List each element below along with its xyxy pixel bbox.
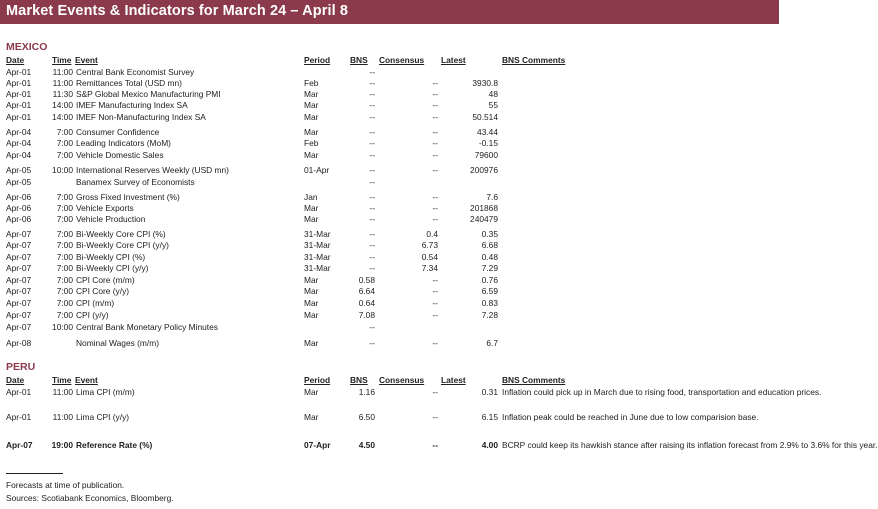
row-comment: Inflation could pick up in March due to rising food, transportation and education prices. [502,387,822,397]
row-bns: 6.64 [358,286,375,296]
row-consensus: -- [432,78,438,88]
table-row [0,78,779,89]
row-event: Consumer Confidence [76,127,160,137]
row-period: 01-Apr [304,165,330,175]
header-time: Time [52,375,72,385]
row-consensus: -- [432,310,438,320]
row-event: Bi-Weekly CPI (%) [76,252,146,262]
row-bns: -- [369,192,375,202]
row-latest: 0.31 [481,387,498,397]
header-event: Event [75,375,98,385]
row-period: 31-Mar [304,252,331,262]
row-latest: 6.59 [481,286,498,296]
row-date: Apr-01 [6,89,32,99]
row-period: Feb [304,78,319,88]
row-date: Apr-01 [6,100,32,110]
table-row [0,298,779,309]
row-bns: -- [369,89,375,99]
row-latest: 200976 [470,165,498,175]
row-event: Banamex Survey of Economists [76,177,195,187]
footnote-sources: Sources: Scotiabank Economics, Bloomberg. [6,493,174,503]
header-time: Time [52,55,72,65]
row-consensus: -- [432,275,438,285]
footnote-divider [6,473,63,474]
row-period: Feb [304,138,319,148]
row-event: Reference Rate (%) [76,440,153,450]
row-latest: 0.35 [481,229,498,239]
row-consensus: -- [432,192,438,202]
row-event: Bi-Weekly CPI (y/y) [76,263,149,273]
row-time: 7:00 [56,214,73,224]
table-row [0,150,779,161]
row-consensus: -- [432,286,438,296]
row-period: Jan [304,192,318,202]
row-bns: -- [369,100,375,110]
row-bns: -- [369,78,375,88]
row-date: Apr-07 [6,275,32,285]
row-period: Mar [304,214,319,224]
row-time: 11:30 [52,89,73,99]
row-consensus: -- [432,100,438,110]
row-time: 7:00 [56,275,73,285]
footnote-forecasts: Forecasts at time of publication. [6,480,125,490]
table-row [0,112,779,123]
row-latest: 55 [488,100,498,110]
row-time: 11:00 [52,67,73,77]
table-row [0,412,779,423]
row-event: IMEF Manufacturing Index SA [76,100,188,110]
row-time: 7:00 [56,192,73,202]
row-date: Apr-04 [6,150,32,160]
row-latest: 201868 [470,203,498,213]
row-time: 11:00 [52,412,73,422]
row-date: Apr-07 [6,440,33,450]
header-period: Period [304,55,331,65]
row-time: 7:00 [56,150,73,160]
header-period: Period [304,375,331,385]
row-bns: -- [369,214,375,224]
table-row [0,165,779,176]
row-latest: 240479 [470,214,498,224]
row-period: 31-Mar [304,240,331,250]
row-date: Apr-07 [6,240,32,250]
row-event: Bi-Weekly Core CPI (y/y) [76,240,169,250]
row-date: Apr-06 [6,192,32,202]
section-label-mexico: MEXICO [6,41,48,53]
row-date: Apr-01 [6,78,32,88]
header-date: Date [6,375,25,385]
row-bns: -- [369,263,375,273]
row-date: Apr-07 [6,286,32,296]
row-time: 7:00 [56,310,73,320]
row-comment: BCRP could keep its hawkish stance after raising its inflation forecast from 2.9% to 3.6% for this year. [502,440,878,450]
row-bns: 4.50 [358,440,375,450]
row-bns: -- [369,165,375,175]
row-bns: -- [369,177,375,187]
table-row [0,100,779,111]
row-date: Apr-01 [6,112,32,122]
header-latest: Latest [441,55,466,65]
row-bns: -- [369,252,375,262]
row-latest: 0.76 [481,275,498,285]
header-consensus: Consensus [379,55,425,65]
row-event: Remittances Total (USD mn) [76,78,182,88]
row-bns: -- [369,322,375,332]
row-bns: -- [369,67,375,77]
row-event: Lima CPI (m/m) [76,387,135,397]
row-event: CPI Core (m/m) [76,275,135,285]
row-period: Mar [304,298,319,308]
header-bns: BNS [350,55,368,65]
row-date: Apr-05 [6,177,32,187]
row-event: Central Bank Monetary Policy Minutes [76,322,218,332]
header-consensus: Consensus [379,375,425,385]
table-row [0,89,779,100]
row-latest: 7.6 [486,192,498,202]
row-latest: -0.15 [478,138,498,148]
row-event: Vehicle Production [76,214,146,224]
row-time: 7:00 [56,263,73,273]
row-date: Apr-07 [6,322,32,332]
row-consensus: -- [432,298,438,308]
page-title: Market Events & Indicators for March 24 – April 8 [6,3,348,19]
row-bns: 1.16 [358,387,375,397]
row-bns: -- [369,229,375,239]
table-row [0,322,779,333]
row-date: Apr-01 [6,387,32,397]
row-time: 7:00 [56,298,73,308]
row-period: Mar [304,275,319,285]
row-consensus: 0.54 [421,252,438,262]
row-latest: 7.28 [481,310,498,320]
row-event: Vehicle Domestic Sales [76,150,164,160]
row-period: 31-Mar [304,229,331,239]
table-row [0,67,779,78]
table-row [0,387,822,398]
row-latest: 3930.8 [472,78,498,88]
table-row [0,275,779,286]
row-bns: -- [369,112,375,122]
row-bns: 6.50 [358,412,375,422]
row-time: 14:00 [52,112,73,122]
row-date: Apr-04 [6,138,32,148]
row-period: Mar [304,89,319,99]
row-period: 07-Apr [304,440,331,450]
row-date: Apr-06 [6,214,32,224]
row-consensus: -- [432,127,438,137]
row-latest: 6.68 [481,240,498,250]
row-date: Apr-05 [6,165,32,175]
table-row [0,240,779,251]
row-event: IMEF Non-Manufacturing Index SA [76,112,206,122]
row-latest: 4.00 [481,440,498,450]
row-date: Apr-08 [6,338,32,348]
row-latest: 7.29 [481,263,498,273]
row-time: 10:00 [52,165,73,175]
table-row [0,192,779,203]
header-latest: Latest [441,375,466,385]
row-date: Apr-01 [6,67,32,77]
row-bns: -- [369,338,375,348]
row-latest: 48 [488,89,498,99]
row-latest: 6.15 [481,412,498,422]
row-consensus: 6.73 [421,240,438,250]
row-bns: -- [369,203,375,213]
row-time: 7:00 [56,127,73,137]
row-time: 7:00 [56,229,73,239]
row-consensus: -- [432,440,438,450]
row-period: Mar [304,310,319,320]
row-comment: Inflation peak could be reached in June due to low comparision base. [502,412,759,422]
row-bns: 0.64 [358,298,375,308]
row-period: Mar [304,127,319,137]
row-date: Apr-04 [6,127,32,137]
row-period: Mar [304,203,319,213]
row-event: CPI (m/m) [76,298,115,308]
row-period: Mar [304,150,319,160]
row-event: International Reserves Weekly (USD mn) [76,165,229,175]
table-row [0,338,779,349]
row-consensus: -- [432,203,438,213]
row-consensus: -- [432,89,438,99]
section-label-peru: PERU [6,361,36,373]
row-event: Gross Fixed Investment (%) [76,192,180,202]
table-row [0,138,779,149]
row-period: Mar [304,412,319,422]
row-latest: 43.44 [477,127,498,137]
row-time: 11:00 [52,387,73,397]
row-period: Mar [304,100,319,110]
table-row [0,252,779,263]
title-banner [0,0,779,24]
row-date: Apr-07 [6,263,32,273]
table-row [0,127,779,138]
row-latest: 50.514 [472,112,498,122]
row-period: Mar [304,112,319,122]
row-time: 7:00 [56,240,73,250]
row-time: 19:00 [51,440,73,450]
row-period: 31-Mar [304,263,331,273]
row-time: 10:00 [52,322,73,332]
row-event: S&P Global Mexico Manufacturing PMI [76,89,221,99]
table-header-peru [0,375,779,386]
row-event: Vehicle Exports [76,203,134,213]
row-date: Apr-07 [6,298,32,308]
header-event: Event [75,55,98,65]
row-date: Apr-07 [6,310,32,320]
row-latest: 0.48 [481,252,498,262]
row-bns: -- [369,150,375,160]
table-row [0,203,779,214]
table-row [0,263,779,274]
header-comments: BNS Comments [502,55,566,65]
row-period: Mar [304,387,319,397]
row-consensus: -- [432,338,438,348]
row-date: Apr-07 [6,229,32,239]
row-consensus: -- [432,112,438,122]
row-event: Bi-Weekly Core CPI (%) [76,229,166,239]
row-date: Apr-07 [6,252,32,262]
header-comments: BNS Comments [502,375,566,385]
table-row [0,440,878,451]
row-consensus: 7.34 [421,263,438,273]
table-row [0,177,779,188]
row-time: 7:00 [56,138,73,148]
row-latest: 0.83 [481,298,498,308]
table-header-mexico [0,55,779,66]
row-period: Mar [304,286,319,296]
row-bns: -- [369,127,375,137]
row-time: 7:00 [56,203,73,213]
row-time: 7:00 [56,252,73,262]
table-row [0,229,779,240]
row-consensus: -- [432,150,438,160]
row-bns: 0.58 [358,275,375,285]
row-period: Mar [304,338,319,348]
row-latest: 79600 [474,150,498,160]
row-event: Lima CPI (y/y) [76,412,130,422]
row-consensus: -- [432,387,438,397]
row-event: Nominal Wages (m/m) [76,338,159,348]
table-row [0,286,779,297]
row-consensus: -- [432,214,438,224]
row-event: CPI Core (y/y) [76,286,130,296]
row-time: 14:00 [52,100,73,110]
row-latest: 6.7 [486,338,498,348]
header-date: Date [6,55,25,65]
row-consensus: -- [432,412,438,422]
row-event: Central Bank Economist Survey [76,67,195,77]
row-date: Apr-01 [6,412,32,422]
table-row [0,214,779,225]
row-time: 7:00 [56,286,73,296]
row-bns: -- [369,240,375,250]
row-bns: 7.08 [358,310,375,320]
row-bns: -- [369,138,375,148]
header-bns: BNS [350,375,368,385]
row-consensus: 0.4 [426,229,438,239]
row-consensus: -- [432,138,438,148]
row-consensus: -- [432,165,438,175]
table-row [0,310,779,321]
row-date: Apr-06 [6,203,32,213]
row-event: CPI (y/y) [76,310,109,320]
row-time: 11:00 [52,78,73,88]
row-event: Leading Indicators (MoM) [76,138,171,148]
